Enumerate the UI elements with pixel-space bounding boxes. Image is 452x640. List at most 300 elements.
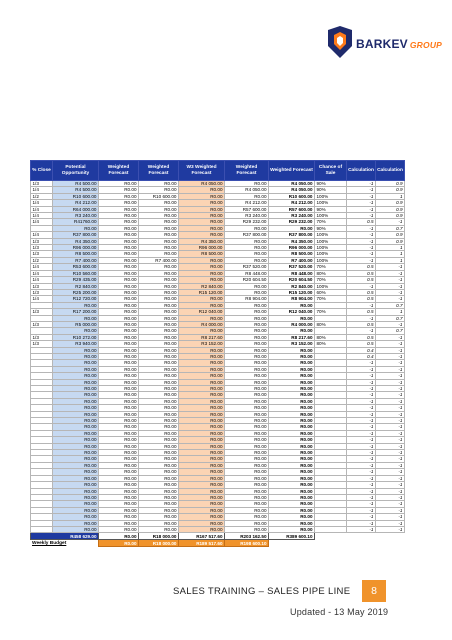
header-calc-1: Calculation bbox=[347, 161, 376, 181]
cell-close: 1/3 bbox=[31, 238, 53, 244]
cell-weighted-4: R0.00 bbox=[225, 482, 269, 488]
cell-weighted-final: R0.00 bbox=[269, 411, 315, 417]
cell-weighted-2: R0.00 bbox=[139, 289, 179, 295]
cell-potential: R0.00 bbox=[53, 398, 99, 404]
cell-w3: R0.00 bbox=[179, 494, 225, 500]
cell-calc-2: 0.7 bbox=[376, 302, 405, 308]
cell-calc-2: 1 bbox=[376, 257, 405, 263]
cell-weighted-1: R0.00 bbox=[99, 501, 139, 507]
cell-calc-2: -1 bbox=[376, 430, 405, 436]
cell-weighted-2: R0.00 bbox=[139, 181, 179, 187]
cell-chance: 80% bbox=[315, 341, 347, 347]
cell-weighted-2: R0.00 bbox=[139, 264, 179, 270]
cell-calc-2: -1 bbox=[376, 482, 405, 488]
cell-calc-2: -1 bbox=[376, 386, 405, 392]
cell-calc-2: -1 bbox=[376, 488, 405, 494]
cell-weighted-1: R0.00 bbox=[99, 347, 139, 353]
cell-w3: R0.00 bbox=[179, 200, 225, 206]
cell-weighted-2: R10 600.00 bbox=[139, 193, 179, 199]
cell-close: 1/4 bbox=[31, 219, 53, 225]
cell-chance: 70% bbox=[315, 277, 347, 283]
cell-calc-2: -1 bbox=[376, 526, 405, 532]
cell-potential: R0.00 bbox=[53, 225, 99, 231]
cell-weighted-2: R0.00 bbox=[139, 353, 179, 359]
cell-weighted-2: R0.00 bbox=[139, 386, 179, 392]
cell-weighted-1: R0.00 bbox=[99, 283, 139, 289]
cell-calc-1: -1 bbox=[347, 501, 376, 507]
sales-pipeline-table bbox=[30, 160, 405, 547]
cell-weighted-2: R0.00 bbox=[139, 475, 179, 481]
cell-calc-1: -1 bbox=[347, 251, 376, 257]
cell-potential: R0.00 bbox=[53, 462, 99, 468]
cell-chance: 100% bbox=[315, 232, 347, 238]
cell-weighted-final: R0.00 bbox=[269, 328, 315, 334]
cell-calc-1: -1 bbox=[347, 443, 376, 449]
cell-w3: R0.00 bbox=[179, 475, 225, 481]
cell-potential: R0.00 bbox=[53, 328, 99, 334]
total-w3: R167 517.60 bbox=[179, 533, 225, 540]
cell-weighted-1: R0.00 bbox=[99, 405, 139, 411]
cell-calc-1: -1 bbox=[347, 418, 376, 424]
cell-potential: R0.00 bbox=[53, 456, 99, 462]
cell-calc-1: -1 bbox=[347, 526, 376, 532]
cell-potential: R0.00 bbox=[53, 475, 99, 481]
cell-chance: 60% bbox=[315, 289, 347, 295]
cell-weighted-1: R0.00 bbox=[99, 482, 139, 488]
table-body bbox=[31, 181, 405, 533]
barkev-logo bbox=[326, 26, 443, 58]
cell-calc-2: -1 bbox=[376, 411, 405, 417]
cell-chance: 80% bbox=[315, 321, 347, 327]
total-potential: R458 629.00 bbox=[31, 533, 99, 540]
cell-weighted-1: R0.00 bbox=[99, 315, 139, 321]
cell-w3: R0.00 bbox=[179, 193, 225, 199]
cell-weighted-final: R29 232.00 bbox=[269, 219, 315, 225]
cell-potential: R0.00 bbox=[53, 430, 99, 436]
cell-calc-1: -1 bbox=[347, 437, 376, 443]
cell-close: 1/2 bbox=[31, 257, 53, 263]
cell-weighted-4: R0.00 bbox=[225, 373, 269, 379]
total-weighted-4: R203 162.50 bbox=[225, 533, 269, 540]
cell-weighted-final: R0.00 bbox=[269, 315, 315, 321]
cell-potential: R2 840.00 bbox=[53, 283, 99, 289]
cell-calc-2: 0.7 bbox=[376, 315, 405, 321]
header-weighted-final: Weighted Forecast bbox=[269, 161, 315, 181]
cell-w3: R8 217.60 bbox=[179, 334, 225, 340]
cell-weighted-4: R0.00 bbox=[225, 469, 269, 475]
cell-calc-1: -1 bbox=[347, 257, 376, 263]
cell-calc-1: -1 bbox=[347, 193, 376, 199]
weekly-budget-label: Weekly Budget bbox=[31, 540, 99, 547]
cell-calc-1: -1 bbox=[347, 514, 376, 520]
cell-weighted-2: R0.00 bbox=[139, 366, 179, 372]
cell-calc-1: -1 bbox=[347, 360, 376, 366]
cell-w3: R0.00 bbox=[179, 462, 225, 468]
footer-title: SALES TRAINING – SALES PIPE LINE bbox=[173, 586, 351, 597]
cell-calc-1: -1 bbox=[347, 213, 376, 219]
cell-w3: R0.00 bbox=[179, 398, 225, 404]
cell-calc-2: 0.9 bbox=[376, 232, 405, 238]
cell-potential: R29 435.00 bbox=[53, 277, 99, 283]
cell-calc-2: -1 bbox=[376, 469, 405, 475]
cell-w3: R0.00 bbox=[179, 482, 225, 488]
cell-potential: R0.00 bbox=[53, 360, 99, 366]
cell-potential: R3 940.00 bbox=[53, 341, 99, 347]
cell-weighted-2: R0.00 bbox=[139, 251, 179, 257]
cell-calc-2: 0.9 bbox=[376, 206, 405, 212]
cell-weighted-2: R0.00 bbox=[139, 501, 179, 507]
cell-w3: R0.00 bbox=[179, 456, 225, 462]
cell-close: 1/3 bbox=[31, 289, 53, 295]
cell-calc-1: 0.5 bbox=[347, 289, 376, 295]
cell-weighted-final: R57 600.00 bbox=[269, 206, 315, 212]
cell-potential: R10 600.00 bbox=[53, 193, 99, 199]
cell-calc-1: -1 bbox=[347, 238, 376, 244]
header-weighted-1: Weighted Forecast bbox=[99, 161, 139, 181]
cell-calc-2: 1 bbox=[376, 309, 405, 315]
cell-weighted-1: R0.00 bbox=[99, 219, 139, 225]
cell-potential: R37 800.00 bbox=[53, 232, 99, 238]
header-chance: Chance of Sale bbox=[315, 161, 347, 181]
cell-weighted-1: R0.00 bbox=[99, 514, 139, 520]
cell-weighted-final: R0.00 bbox=[269, 520, 315, 526]
cell-potential: R10 272.00 bbox=[53, 334, 99, 340]
page-number-badge: 8 bbox=[362, 580, 386, 602]
cell-weighted-4: R0.00 bbox=[225, 366, 269, 372]
cell-weighted-1: R0.00 bbox=[99, 373, 139, 379]
cell-w3: R0.00 bbox=[179, 213, 225, 219]
cell-weighted-2: R0.00 bbox=[139, 405, 179, 411]
cell-w3: R2 840.00 bbox=[179, 283, 225, 289]
cell-weighted-1: R0.00 bbox=[99, 450, 139, 456]
cell-weighted-4: R4 212.00 bbox=[225, 200, 269, 206]
cell-weighted-2: R0.00 bbox=[139, 424, 179, 430]
cell-weighted-final: R0.00 bbox=[269, 494, 315, 500]
cell-calc-1: -1 bbox=[347, 430, 376, 436]
cell-weighted-2: R0.00 bbox=[139, 347, 179, 353]
cell-potential: R25 200.00 bbox=[53, 289, 99, 295]
cell-weighted-4: R29 232.00 bbox=[225, 219, 269, 225]
cell-weighted-1: R0.00 bbox=[99, 251, 139, 257]
cell-weighted-1: R0.00 bbox=[99, 386, 139, 392]
cell-potential: R0.00 bbox=[53, 302, 99, 308]
total-weighted-1: R0.00 bbox=[99, 533, 139, 540]
cell-calc-2: -1 bbox=[376, 219, 405, 225]
cell-w3: R0.00 bbox=[179, 520, 225, 526]
cell-chance: 90% bbox=[315, 225, 347, 231]
cell-calc-1: 0.4 bbox=[347, 347, 376, 353]
cell-weighted-final: R0.00 bbox=[269, 366, 315, 372]
cell-chance: 100% bbox=[315, 193, 347, 199]
cell-calc-1: -1 bbox=[347, 450, 376, 456]
cell-weighted-1: R0.00 bbox=[99, 353, 139, 359]
cell-close: 1/4 bbox=[31, 277, 53, 283]
cell-chance: 70% bbox=[315, 219, 347, 225]
cell-weighted-2: R0.00 bbox=[139, 334, 179, 340]
cell-weighted-final: R20 604.50 bbox=[269, 277, 315, 283]
cell-calc-1: -1 bbox=[347, 245, 376, 251]
cell-weighted-1: R0.00 bbox=[99, 469, 139, 475]
cell-weighted-final: R0.00 bbox=[269, 526, 315, 532]
cell-weighted-2: R0.00 bbox=[139, 200, 179, 206]
cell-weighted-final: R3 240.00 bbox=[269, 213, 315, 219]
cell-weighted-final: R4 350.00 bbox=[269, 238, 315, 244]
cell-weighted-4: R0.00 bbox=[225, 328, 269, 334]
cell-potential: R53 600.00 bbox=[53, 264, 99, 270]
cell-calc-1: -1 bbox=[347, 469, 376, 475]
cell-weighted-4: R0.00 bbox=[225, 398, 269, 404]
cell-weighted-final: R0.00 bbox=[269, 501, 315, 507]
cell-weighted-final: R8 217.60 bbox=[269, 334, 315, 340]
cell-weighted-4: R0.00 bbox=[225, 450, 269, 456]
cell-close: 1/3 bbox=[31, 309, 53, 315]
cell-weighted-4: R0.00 bbox=[225, 245, 269, 251]
cell-weighted-4: R0.00 bbox=[225, 437, 269, 443]
cell-weighted-4: R0.00 bbox=[225, 315, 269, 321]
cell-weighted-4: R0.00 bbox=[225, 456, 269, 462]
cell-weighted-final: R0.00 bbox=[269, 437, 315, 443]
cell-weighted-4: R0.00 bbox=[225, 334, 269, 340]
cell-weighted-1: R0.00 bbox=[99, 181, 139, 187]
cell-weighted-2: R0.00 bbox=[139, 232, 179, 238]
cell-weighted-1: R0.00 bbox=[99, 507, 139, 513]
cell-calc-1: -1 bbox=[347, 494, 376, 500]
cell-potential: R0.00 bbox=[53, 494, 99, 500]
cell-potential: R4 350.00 bbox=[53, 238, 99, 244]
cell-w3: R0.00 bbox=[179, 206, 225, 212]
cell-weighted-2: R0.00 bbox=[139, 482, 179, 488]
cell-weighted-4: R0.00 bbox=[225, 462, 269, 468]
cell-calc-1: 0.5 bbox=[347, 277, 376, 283]
cell-calc-1: -1 bbox=[347, 379, 376, 385]
cell-weighted-4: R0.00 bbox=[225, 475, 269, 481]
cell-calc-2: 1 bbox=[376, 245, 405, 251]
cell-calc-1: -1 bbox=[347, 520, 376, 526]
total-weighted-final: R389 600.10 bbox=[269, 533, 315, 540]
cell-calc-2: 0.9 bbox=[376, 213, 405, 219]
cell-weighted-1: R0.00 bbox=[99, 213, 139, 219]
cell-weighted-4: R8 904.00 bbox=[225, 296, 269, 302]
cell-weighted-1: R0.00 bbox=[99, 245, 139, 251]
cell-close: 1/3 bbox=[31, 245, 53, 251]
cell-weighted-4: R0.00 bbox=[225, 283, 269, 289]
cell-weighted-2: R0.00 bbox=[139, 437, 179, 443]
cell-weighted-2: R0.00 bbox=[139, 514, 179, 520]
cell-potential: R0.00 bbox=[53, 315, 99, 321]
cell-potential: R0.00 bbox=[53, 437, 99, 443]
cell-w3: R0.00 bbox=[179, 430, 225, 436]
cell-chance: 100% bbox=[315, 245, 347, 251]
cell-calc-2: -1 bbox=[376, 347, 405, 353]
cell-weighted-final: R15 120.00 bbox=[269, 289, 315, 295]
cell-calc-2: 1 bbox=[376, 251, 405, 257]
cell-potential: R0.00 bbox=[53, 411, 99, 417]
cell-potential: R3 240.00 bbox=[53, 213, 99, 219]
cell-weighted-2: R0.00 bbox=[139, 418, 179, 424]
cell-close: 1/4 bbox=[31, 200, 53, 206]
cell-weighted-1: R0.00 bbox=[99, 225, 139, 231]
cell-weighted-1: R0.00 bbox=[99, 424, 139, 430]
cell-weighted-final: R0.00 bbox=[269, 430, 315, 436]
budget-weighted-4: R198 600.10 bbox=[225, 540, 269, 547]
cell-potential: R12 720.00 bbox=[53, 296, 99, 302]
cell-calc-2: -1 bbox=[376, 392, 405, 398]
cell-weighted-final: R8 448.00 bbox=[269, 270, 315, 276]
cell-weighted-4: R0.00 bbox=[225, 257, 269, 263]
cell-calc-1: -1 bbox=[347, 315, 376, 321]
cell-weighted-2: R0.00 bbox=[139, 443, 179, 449]
cell-weighted-2: R0.00 bbox=[139, 187, 179, 193]
cell-weighted-final: R4 000.00 bbox=[269, 321, 315, 327]
cell-weighted-2: R0.00 bbox=[139, 328, 179, 334]
cell-potential: R5 000.00 bbox=[53, 321, 99, 327]
cell-weighted-final: R12 040.00 bbox=[269, 309, 315, 315]
cell-weighted-1: R0.00 bbox=[99, 360, 139, 366]
cell-weighted-1: R0.00 bbox=[99, 437, 139, 443]
cell-weighted-final: R4 050.00 bbox=[269, 187, 315, 193]
cell-potential: R0.00 bbox=[53, 347, 99, 353]
cell-calc-1: -1 bbox=[347, 398, 376, 404]
cell-weighted-1: R0.00 bbox=[99, 296, 139, 302]
cell-weighted-1: R0.00 bbox=[99, 238, 139, 244]
cell-w3: R0.00 bbox=[179, 315, 225, 321]
cell-calc-1: -1 bbox=[347, 405, 376, 411]
cell-weighted-final: R37 520.00 bbox=[269, 264, 315, 270]
cell-weighted-2: R0.00 bbox=[139, 219, 179, 225]
cell-weighted-2: R0.00 bbox=[139, 520, 179, 526]
cell-weighted-final: R0.00 bbox=[269, 379, 315, 385]
cell-calc-2: -1 bbox=[376, 507, 405, 513]
cell-potential: R0.00 bbox=[53, 488, 99, 494]
cell-weighted-1: R0.00 bbox=[99, 264, 139, 270]
cell-potential: R0.00 bbox=[53, 353, 99, 359]
cell-w3: R0.00 bbox=[179, 437, 225, 443]
cell-calc-1: -1 bbox=[347, 462, 376, 468]
cell-chance: 70% bbox=[315, 296, 347, 302]
budget-weighted-2: R18 000.00 bbox=[139, 540, 179, 547]
cell-weighted-1: R0.00 bbox=[99, 289, 139, 295]
cell-w3: R0.00 bbox=[179, 526, 225, 532]
cell-weighted-4: R37 800.00 bbox=[225, 232, 269, 238]
cell-weighted-2: R0.00 bbox=[139, 526, 179, 532]
cell-weighted-2: R0.00 bbox=[139, 206, 179, 212]
cell-weighted-4: R0.00 bbox=[225, 526, 269, 532]
cell-weighted-2: R0.00 bbox=[139, 245, 179, 251]
header-weighted-4: Weighted Forecast bbox=[225, 161, 269, 181]
cell-calc-1: -1 bbox=[347, 283, 376, 289]
cell-weighted-4: R0.00 bbox=[225, 405, 269, 411]
cell-calc-1: -1 bbox=[347, 232, 376, 238]
cell-w3: R0.00 bbox=[179, 296, 225, 302]
cell-calc-2: -1 bbox=[376, 366, 405, 372]
cell-chance: 100% bbox=[315, 200, 347, 206]
cell-weighted-4: R0.00 bbox=[225, 392, 269, 398]
cell-w3: R0.00 bbox=[179, 302, 225, 308]
sales-pipeline-table-wrap bbox=[30, 160, 404, 547]
cell-w3: R15 120.00 bbox=[179, 289, 225, 295]
cell-potential: R0.00 bbox=[53, 379, 99, 385]
totals-row bbox=[31, 533, 405, 540]
cell-weighted-1: R0.00 bbox=[99, 392, 139, 398]
cell-weighted-1: R0.00 bbox=[99, 462, 139, 468]
cell-weighted-4: R0.00 bbox=[225, 309, 269, 315]
cell-potential: R0.00 bbox=[53, 405, 99, 411]
cell-weighted-final: R10 600.00 bbox=[269, 193, 315, 199]
cell-calc-2: -1 bbox=[376, 277, 405, 283]
cell-weighted-1: R0.00 bbox=[99, 418, 139, 424]
cell-potential: R0.00 bbox=[53, 424, 99, 430]
cell-weighted-1: R0.00 bbox=[99, 232, 139, 238]
cell-weighted-final: R0.00 bbox=[269, 360, 315, 366]
cell-potential: R4 500.00 bbox=[53, 181, 99, 187]
cell-w3: R0.00 bbox=[179, 225, 225, 231]
cell-potential: R0.00 bbox=[53, 501, 99, 507]
cell-calc-2: -1 bbox=[376, 373, 405, 379]
budget-spacer bbox=[269, 540, 405, 547]
cell-weighted-4: R0.00 bbox=[225, 341, 269, 347]
cell-weighted-4: R0.00 bbox=[225, 501, 269, 507]
cell-w3: R0.00 bbox=[179, 411, 225, 417]
cell-weighted-2: R0.00 bbox=[139, 392, 179, 398]
cell-w3: R0.00 bbox=[179, 366, 225, 372]
cell-calc-2: -1 bbox=[376, 379, 405, 385]
cell-weighted-final: R3 152.00 bbox=[269, 341, 315, 347]
cell-calc-1: -1 bbox=[347, 373, 376, 379]
cell-weighted-2: R0.00 bbox=[139, 270, 179, 276]
cell-w3: R0.00 bbox=[179, 450, 225, 456]
logo-wordmark: BARKEV GROUP bbox=[356, 37, 443, 51]
header-calc-2: Calculation bbox=[376, 161, 405, 181]
cell-weighted-1: R0.00 bbox=[99, 494, 139, 500]
cell-chance: 80% bbox=[315, 334, 347, 340]
cell-weighted-4: R0.00 bbox=[225, 443, 269, 449]
cell-calc-2: -1 bbox=[376, 283, 405, 289]
cell-calc-2: -1 bbox=[376, 264, 405, 270]
header-w3-weighted: W3 Weighted Forecast bbox=[179, 161, 225, 181]
cell-weighted-1: R0.00 bbox=[99, 334, 139, 340]
cell-chance: 70% bbox=[315, 309, 347, 315]
cell-calc-1: -1 bbox=[347, 206, 376, 212]
cell-weighted-2: R0.00 bbox=[139, 321, 179, 327]
cell-weighted-2: R0.00 bbox=[139, 411, 179, 417]
cell-weighted-final: R0.00 bbox=[269, 418, 315, 424]
cell-weighted-2: R0.00 bbox=[139, 309, 179, 315]
cell-chance: 70% bbox=[315, 264, 347, 270]
cell-weighted-4: R0.00 bbox=[225, 251, 269, 257]
cell-weighted-final: R0.00 bbox=[269, 347, 315, 353]
cell-weighted-1: R0.00 bbox=[99, 443, 139, 449]
cell-calc-1: -1 bbox=[347, 366, 376, 372]
cell-calc-1: 0.5 bbox=[347, 264, 376, 270]
cell-weighted-1: R0.00 bbox=[99, 309, 139, 315]
cell-weighted-4: R0.00 bbox=[225, 289, 269, 295]
cell-calc-1: 0.5 bbox=[347, 270, 376, 276]
cell-chance: 90% bbox=[315, 187, 347, 193]
cell-weighted-4: R0.00 bbox=[225, 225, 269, 231]
cell-weighted-final: R4 050.00 bbox=[269, 181, 315, 187]
cell-weighted-1: R0.00 bbox=[99, 526, 139, 532]
cell-close: 1/3 bbox=[31, 251, 53, 257]
cell-weighted-final: R8 500.00 bbox=[269, 251, 315, 257]
cell-weighted-4: R8 448.00 bbox=[225, 270, 269, 276]
cell-calc-2: 0.9 bbox=[376, 181, 405, 187]
cell-weighted-1: R0.00 bbox=[99, 398, 139, 404]
weekly-budget-row bbox=[31, 540, 405, 547]
cell-w3: R0.00 bbox=[179, 379, 225, 385]
cell-w3: R0.00 bbox=[179, 347, 225, 353]
cell-weighted-final: R0.00 bbox=[269, 462, 315, 468]
cell-weighted-final: R0.00 bbox=[269, 456, 315, 462]
